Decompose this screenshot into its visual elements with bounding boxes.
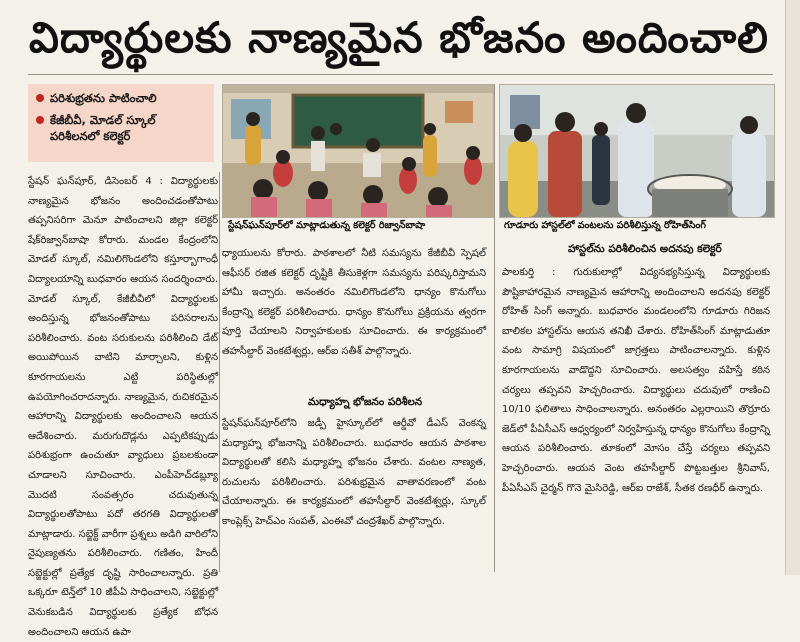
photo-caption-right: గూడూరు హాస్టల్‌లో వంటలను పరిశీలిస్తున్న రోహిత్‌సింగ్	[504, 220, 706, 231]
highlight-text: పరిశుభ్రతను పాటించాలి	[50, 91, 157, 105]
highlight-item	[36, 90, 206, 106]
highlight-item	[36, 112, 206, 144]
section-subheading: మధ్యాహ్న భోజనం పరిశీలన	[308, 396, 423, 408]
article-text: స్టేషన్ ఘన్‌పూర్, డిసెంబర్ 4 : విద్యార్థులకు నాణ్యమైన భోజనం అందించడంతోపాటు తప్పనిసరిగా మెనూ పాటించాలని జిల్లా కలెక్టర్ షేక్‌రిజ్వాన్‌బాషా కోరారు. మండల కేంద్రంలోని మోడల్ స్కూల్, నమిలిగొండలోని కస్తూర్బాగాంధీ విద్యాలయాన్ని బుధవారం ఆయన సందర్శించారు. మోడల్ స్కూల్, కేజీబీవీలో విద్యార్థులకు అందిస్తున్న భోజనంతోపాటు పరిసరాలను పరిశీలించారు. వంట సరుకులను పరిశీలించి డేట్ అయిపోయిన వాటిని మార్చాలని, కుళ్లిన కూరగాయలను ఎట్టి పరిస్థితుల్లో ఉపయోగించరాదన్నారు. నాణ్యమైన, రుచికరమైన ఆహారాన్ని విద్యార్థులకు అందించాలని ఆయన ఆదేశించారు. మరుగుదొడ్లను ఎప్పటికప్పుడు పరిశుభ్రంగా ఉంచుతూ వ్యాధులు ప్రబలకుండా చూడాలని సూచించారు. ఎంపీహెచ్‌డబ్ల్యూ మొదటి సంవత్సరం చదువుతున్న విద్యార్థులతోపాటు పదో తరగతి విద్యార్థులతో మాట్లాడారు. సబ్జెక్ట్ వారీగా ప్రశ్నలు అడిగి వారిలోని నైపుణ్యతను పరిశీలించారు. గణితం, హిందీ సబ్జెక్టుల్లో ప్రత్యేక దృష్టి సారించాలన్నారు. ప్రతి ఒక్కరూ టెన్త్‌లో 10 జీపీఏ సాధించాలని, సబ్జెక్టుల్లో వెనుకబడిన విద్యార్థులకు ప్రత్యేక బోధన అందించాలని ఆయన ఉపా	[28, 176, 218, 638]
classroom-photo	[222, 84, 494, 218]
article-text: ధ్యాయులను కోరారు. పాఠశాలలో నీటి సమస్యను కేజీబీవీ స్పెషల్ ఆఫీసర్ రజిత కలెక్టర్ దృష్టికి తీసుకెళ్లగా సమస్యను పరిష్కరిస్తామని హామీ ఇచ్చారు. అనంతరం నమిలిగొండలోని ధాన్యం కొనుగోలు కేంద్రాన్ని కలెక్టర్ పరిశీలించారు. ధాన్యం కొనుగోలు ప్రక్రియను త్వరగా పూర్తి చేయాలని నిర్వాహకులకు సూచించారు. ఈ కార్యక్రమంలో తహసీల్దార్ వెంకటేశ్వర్లు, ఆర్‌ఐ సతీశ్ పాల్గొన్నారు.	[222, 248, 486, 357]
bullet-icon	[36, 94, 44, 102]
article-text: పాలకుర్తి : గురుకులాల్లో విద్యనభ్యసిస్తున్న విద్యార్థులకు పౌష్టికాహారమైన నాణ్యమైన ఆహారాన్ని అందించాలని అదనపు కలెక్టర్ రోహిత్ సింగ్ అన్నారు. బుధవారం మండలంలోని గూడూరు గిరిజన బాలికల హాస్టల్‌ను ఆయన తనిఖీ చేశారు. రోహిత్‌సింగ్ మాట్లాడుతూ వంట సామాగ్రి విషయంలో జాగ్రత్తలు పాటించాలన్నారు. కుళ్లిన కూరగాయలను వాడొద్దని సూచించారు. అలసత్వం వహిస్తే కఠిన చర్యలు తప్పవని హెచ్చరించారు. విద్యార్థులు చదువులో రాణించి 10/10 ఫలితాలు సాధించాలన్నారు. అనంతరం ఎల్లరాయిని తొర్రూరు జెడ్‌లో పీఏసీఎస్ ఆధ్వర్యంలో నిర్వహిస్తున్న ధాన్యం కొనుగోలు కేంద్రాన్ని ఆయన పరిశీలించారు. తూకంలో మోసం చేస్తే చర్యలు తప్పవని హెచ్చరించారు. ఆయన వెంట తహసీల్దార్ పొట్టబత్తుల శ్రీనివాస్, పీఏసీఎస్ చైర్మన్ గొనె మైసిరెడ్డి, ఆర్‌ఐ రాజేశ్, సీతక రణధీర్ ఉన్నారు.	[502, 267, 770, 494]
article-column-3	[502, 263, 770, 575]
highlights-box	[28, 84, 214, 162]
hostel-kitchen-photo	[499, 84, 775, 218]
section-subheading: హాస్టల్‌ను పరిశీలించిన అదనపు కలెక్టర్	[568, 243, 722, 255]
headline: విద్యార్థులకు నాణ్యమైన భోజనం అందించాలి	[29, 13, 769, 62]
column-divider	[219, 172, 220, 572]
bullet-icon	[36, 116, 44, 124]
adjacent-page-strip	[785, 0, 800, 575]
headline-divider	[28, 74, 773, 75]
article-column-2-top	[222, 244, 486, 394]
article-text: స్టేషన్‌ఘన్‌పూర్‌లోని జడ్పీ హైస్కూల్‌లో ఆర్డీవో డీఎస్ వెంకన్న మధ్యాహ్న భోజనాన్ని పరిశీలించారు. బుధవారం ఆయన పాఠశాల విద్యార్థులతో కలిసి మధ్యాహ్న భోజనం చేశారు. వంటల నాణ్యత, రుచులను పరిశీలించారు. పరిశుభ్రమైన వాతావరణంలో వంట చేయాలన్నారు. ఈ కార్యక్రమంలో తహసీల్దార్ వెంకటేశ్వర్లు, స్కూల్ కాంప్లెక్స్ హెచ్‌ఎం సంపత్, ఎంఈవో చంద్రశేఖర్ పాల్గొన్నారు.	[222, 418, 486, 527]
article-column-1	[28, 172, 218, 638]
article-column-2-bottom	[222, 414, 486, 574]
photo-caption-left: స్టేషన్‌ఘన్‌పూర్‌లో మాట్లాడుతున్న కలెక్టర్ రిజ్వాన్‌బాషా	[228, 220, 426, 231]
column-divider	[494, 84, 495, 572]
highlight-text: కేజీబీవీ, మోడల్ స్కూల్ పరిశీలనలో కలెక్టర్	[50, 113, 156, 143]
